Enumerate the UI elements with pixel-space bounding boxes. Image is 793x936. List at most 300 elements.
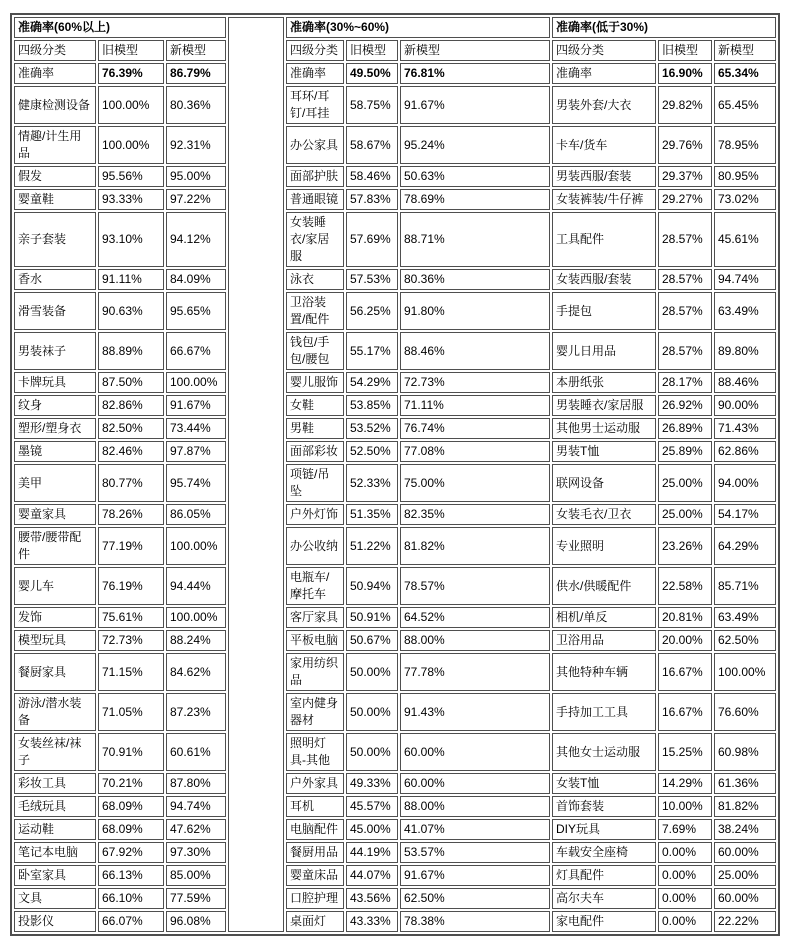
old-model-cell: 52.33% <box>346 464 398 502</box>
old-model-cell: 71.15% <box>98 653 164 691</box>
table-row <box>14 86 776 124</box>
old-model-cell: 28.17% <box>658 372 712 393</box>
old-model-cell: 57.69% <box>346 212 398 267</box>
new-model-cell: 88.24% <box>166 630 226 651</box>
old-model-cell: 0.00% <box>658 888 712 909</box>
new-model-cell: 91.80% <box>400 292 550 330</box>
old-model-cell: 67.92% <box>98 842 164 863</box>
new-model-cell: 85.00% <box>166 865 226 886</box>
old-model-cell: 70.21% <box>98 773 164 794</box>
category-cell: 办公收纳 <box>286 527 344 565</box>
summary-label: 准确率 <box>286 63 344 84</box>
table-row <box>14 796 776 817</box>
old-model-cell: 66.13% <box>98 865 164 886</box>
summary-old-model-value: 16.90% <box>658 63 712 84</box>
new-model-cell: 64.29% <box>714 527 776 565</box>
old-model-cell: 56.25% <box>346 292 398 330</box>
old-model-cell: 43.56% <box>346 888 398 909</box>
old-model-cell: 100.00% <box>98 126 164 164</box>
category-cell: 耳机 <box>286 796 344 817</box>
new-model-cell: 47.62% <box>166 819 226 840</box>
old-model-cell: 76.19% <box>98 567 164 605</box>
old-model-cell: 26.92% <box>658 395 712 416</box>
new-model-cell: 94.12% <box>166 212 226 267</box>
old-model-cell: 45.00% <box>346 819 398 840</box>
table-row <box>14 126 776 164</box>
old-model-cell: 91.11% <box>98 269 164 290</box>
old-model-cell: 0.00% <box>658 842 712 863</box>
new-model-cell: 81.82% <box>400 527 550 565</box>
column-header: 旧模型 <box>658 40 712 61</box>
old-model-cell: 25.89% <box>658 441 712 462</box>
new-model-cell: 100.00% <box>714 653 776 691</box>
old-model-cell: 15.25% <box>658 733 712 771</box>
old-model-cell: 72.73% <box>98 630 164 651</box>
category-cell: 客厅家具 <box>286 607 344 628</box>
table-row <box>14 441 776 462</box>
new-model-cell: 78.69% <box>400 189 550 210</box>
category-cell: 其他男士运动服 <box>552 418 656 439</box>
old-model-cell: 57.83% <box>346 189 398 210</box>
table-row <box>14 189 776 210</box>
summary-label: 准确率 <box>14 63 96 84</box>
old-model-cell: 50.91% <box>346 607 398 628</box>
old-model-cell: 51.35% <box>346 504 398 525</box>
column-header: 四级分类 <box>552 40 656 61</box>
old-model-cell: 88.89% <box>98 332 164 370</box>
category-cell: 婴儿服饰 <box>286 372 344 393</box>
summary-row <box>14 63 776 84</box>
summary-old-model-value: 76.39% <box>98 63 164 84</box>
new-model-cell: 95.00% <box>166 166 226 187</box>
category-cell: 卫浴用品 <box>552 630 656 651</box>
old-model-cell: 52.50% <box>346 441 398 462</box>
table-row <box>14 693 776 731</box>
old-model-cell: 55.17% <box>346 332 398 370</box>
category-cell: 卡车/货车 <box>552 126 656 164</box>
old-model-cell: 77.19% <box>98 527 164 565</box>
old-model-cell: 7.69% <box>658 819 712 840</box>
old-model-cell: 29.82% <box>658 86 712 124</box>
category-cell: 面部彩妆 <box>286 441 344 462</box>
new-model-cell: 78.95% <box>714 126 776 164</box>
category-cell: 男装袜子 <box>14 332 96 370</box>
section-title-2: 准确率(30%~60%) <box>286 17 550 38</box>
old-model-cell: 51.22% <box>346 527 398 565</box>
new-model-cell: 92.31% <box>166 126 226 164</box>
category-cell: 餐厨家具 <box>14 653 96 691</box>
old-model-cell: 0.00% <box>658 911 712 932</box>
category-cell: 户外灯饰 <box>286 504 344 525</box>
new-model-cell: 87.80% <box>166 773 226 794</box>
new-model-cell: 53.57% <box>400 842 550 863</box>
new-model-cell: 62.86% <box>714 441 776 462</box>
new-model-cell: 63.49% <box>714 292 776 330</box>
category-cell: 钱包/手包/腰包 <box>286 332 344 370</box>
old-model-cell: 16.67% <box>658 693 712 731</box>
category-cell: 本册纸张 <box>552 372 656 393</box>
new-model-cell: 82.35% <box>400 504 550 525</box>
category-cell: 投影仪 <box>14 911 96 932</box>
old-model-cell: 70.91% <box>98 733 164 771</box>
new-model-cell: 91.67% <box>166 395 226 416</box>
old-model-cell: 80.77% <box>98 464 164 502</box>
old-model-cell: 71.05% <box>98 693 164 731</box>
new-model-cell: 88.00% <box>400 796 550 817</box>
table-row <box>14 464 776 502</box>
old-model-cell: 58.75% <box>346 86 398 124</box>
category-cell: 耳环/耳钉/耳挂 <box>286 86 344 124</box>
old-model-cell: 87.50% <box>98 372 164 393</box>
old-model-cell: 22.58% <box>658 567 712 605</box>
new-model-cell: 41.07% <box>400 819 550 840</box>
new-model-cell: 65.45% <box>714 86 776 124</box>
old-model-cell: 14.29% <box>658 773 712 794</box>
new-model-cell: 80.36% <box>166 86 226 124</box>
new-model-cell: 60.00% <box>400 773 550 794</box>
old-model-cell: 93.33% <box>98 189 164 210</box>
new-model-cell: 64.52% <box>400 607 550 628</box>
column-header: 新模型 <box>166 40 226 61</box>
old-model-cell: 29.76% <box>658 126 712 164</box>
new-model-cell: 94.74% <box>714 269 776 290</box>
new-model-cell: 86.05% <box>166 504 226 525</box>
old-model-cell: 82.86% <box>98 395 164 416</box>
old-model-cell: 82.50% <box>98 418 164 439</box>
new-model-cell: 81.82% <box>714 796 776 817</box>
new-model-cell: 77.78% <box>400 653 550 691</box>
category-cell: 女装T恤 <box>552 773 656 794</box>
category-cell: 女装毛衣/卫衣 <box>552 504 656 525</box>
new-model-cell: 78.38% <box>400 911 550 932</box>
old-model-cell: 28.57% <box>658 269 712 290</box>
old-model-cell: 50.67% <box>346 630 398 651</box>
old-model-cell: 90.63% <box>98 292 164 330</box>
category-cell: 联网设备 <box>552 464 656 502</box>
old-model-cell: 54.29% <box>346 372 398 393</box>
table-row <box>14 733 776 771</box>
new-model-cell: 71.43% <box>714 418 776 439</box>
table-row <box>14 269 776 290</box>
table-row <box>14 865 776 886</box>
table-row <box>14 372 776 393</box>
new-model-cell: 61.36% <box>714 773 776 794</box>
table-row <box>14 773 776 794</box>
accuracy-comparison-table <box>10 13 780 936</box>
new-model-cell: 60.98% <box>714 733 776 771</box>
new-model-cell: 95.74% <box>166 464 226 502</box>
old-model-cell: 29.37% <box>658 166 712 187</box>
column-header: 旧模型 <box>98 40 164 61</box>
category-cell: 文具 <box>14 888 96 909</box>
table-body <box>14 17 776 932</box>
category-cell: 女装裤装/牛仔裤 <box>552 189 656 210</box>
new-model-cell: 60.00% <box>400 733 550 771</box>
old-model-cell: 100.00% <box>98 86 164 124</box>
category-cell: 首饰套装 <box>552 796 656 817</box>
old-model-cell: 68.09% <box>98 819 164 840</box>
new-model-cell: 76.74% <box>400 418 550 439</box>
category-cell: 灯具配件 <box>552 865 656 886</box>
category-cell: 假发 <box>14 166 96 187</box>
old-model-cell: 53.85% <box>346 395 398 416</box>
new-model-cell: 78.57% <box>400 567 550 605</box>
summary-new-model-value: 76.81% <box>400 63 550 84</box>
column-header: 旧模型 <box>346 40 398 61</box>
category-cell: 婴儿车 <box>14 567 96 605</box>
category-cell: 模型玩具 <box>14 630 96 651</box>
category-cell: 男装外套/大衣 <box>552 86 656 124</box>
old-model-cell: 50.00% <box>346 693 398 731</box>
old-model-cell: 45.57% <box>346 796 398 817</box>
new-model-cell: 90.00% <box>714 395 776 416</box>
category-cell: 发饰 <box>14 607 96 628</box>
category-cell: 户外家具 <box>286 773 344 794</box>
new-model-cell: 91.67% <box>400 86 550 124</box>
category-cell: 面部护肤 <box>286 166 344 187</box>
section-title-3: 准确率(低于30%) <box>552 17 776 38</box>
category-cell: 口腔护理 <box>286 888 344 909</box>
new-model-cell: 54.17% <box>714 504 776 525</box>
category-cell: 纹身 <box>14 395 96 416</box>
category-cell: 其他特种车辆 <box>552 653 656 691</box>
old-model-cell: 95.56% <box>98 166 164 187</box>
category-cell: 美甲 <box>14 464 96 502</box>
category-cell: 泳衣 <box>286 269 344 290</box>
category-cell: 女装西服/套装 <box>552 269 656 290</box>
new-model-cell: 75.00% <box>400 464 550 502</box>
new-model-cell: 88.46% <box>714 372 776 393</box>
new-model-cell: 66.67% <box>166 332 226 370</box>
category-cell: 婴儿日用品 <box>552 332 656 370</box>
table-row <box>14 630 776 651</box>
old-model-cell: 10.00% <box>658 796 712 817</box>
title-row <box>14 17 776 38</box>
new-model-cell: 84.62% <box>166 653 226 691</box>
new-model-cell: 77.59% <box>166 888 226 909</box>
new-model-cell: 84.09% <box>166 269 226 290</box>
category-cell: 女鞋 <box>286 395 344 416</box>
category-cell: 电脑配件 <box>286 819 344 840</box>
new-model-cell: 45.61% <box>714 212 776 267</box>
old-model-cell: 25.00% <box>658 504 712 525</box>
new-model-cell: 80.95% <box>714 166 776 187</box>
column-header: 四级分类 <box>286 40 344 61</box>
category-cell: 塑形/塑身衣 <box>14 418 96 439</box>
old-model-cell: 25.00% <box>658 464 712 502</box>
category-cell: 供水/供暖配件 <box>552 567 656 605</box>
column-header: 新模型 <box>400 40 550 61</box>
category-cell: 彩妆工具 <box>14 773 96 794</box>
old-model-cell: 44.07% <box>346 865 398 886</box>
old-model-cell: 29.27% <box>658 189 712 210</box>
category-cell: 情趣/计生用品 <box>14 126 96 164</box>
old-model-cell: 0.00% <box>658 865 712 886</box>
category-cell: 婴童床品 <box>286 865 344 886</box>
old-model-cell: 28.57% <box>658 332 712 370</box>
category-cell: 相机/单反 <box>552 607 656 628</box>
category-cell: 女装丝袜/袜子 <box>14 733 96 771</box>
new-model-cell: 88.46% <box>400 332 550 370</box>
category-cell: 卡牌玩具 <box>14 372 96 393</box>
category-cell: 婴童鞋 <box>14 189 96 210</box>
category-cell: 其他女士运动服 <box>552 733 656 771</box>
category-cell: 专业照明 <box>552 527 656 565</box>
old-model-cell: 49.33% <box>346 773 398 794</box>
table-row <box>14 653 776 691</box>
category-cell: 游泳/潜水装备 <box>14 693 96 731</box>
table-row <box>14 911 776 932</box>
old-model-cell: 66.10% <box>98 888 164 909</box>
table-row <box>14 395 776 416</box>
category-cell: 婴童家具 <box>14 504 96 525</box>
old-model-cell: 43.33% <box>346 911 398 932</box>
spacer-cell <box>228 17 284 932</box>
category-cell: 男装睡衣/家居服 <box>552 395 656 416</box>
new-model-cell: 100.00% <box>166 527 226 565</box>
new-model-cell: 89.80% <box>714 332 776 370</box>
old-model-cell: 58.46% <box>346 166 398 187</box>
category-cell: 腰带/腰带配件 <box>14 527 96 565</box>
category-cell: 香水 <box>14 269 96 290</box>
new-model-cell: 87.23% <box>166 693 226 731</box>
category-cell: 笔记本电脑 <box>14 842 96 863</box>
new-model-cell: 100.00% <box>166 607 226 628</box>
column-header: 新模型 <box>714 40 776 61</box>
old-model-cell: 23.26% <box>658 527 712 565</box>
header-row <box>14 40 776 61</box>
new-model-cell: 88.00% <box>400 630 550 651</box>
old-model-cell: 26.89% <box>658 418 712 439</box>
summary-label: 准确率 <box>552 63 656 84</box>
column-header: 四级分类 <box>14 40 96 61</box>
table-row <box>14 504 776 525</box>
category-cell: 车载安全座椅 <box>552 842 656 863</box>
new-model-cell: 73.44% <box>166 418 226 439</box>
category-cell: 电瓶车/摩托车 <box>286 567 344 605</box>
old-model-cell: 28.57% <box>658 212 712 267</box>
old-model-cell: 93.10% <box>98 212 164 267</box>
category-cell: 滑雪装备 <box>14 292 96 330</box>
category-cell: 亲子套装 <box>14 212 96 267</box>
section-title-1: 准确率(60%以上) <box>14 17 226 38</box>
new-model-cell: 60.00% <box>714 888 776 909</box>
old-model-cell: 78.26% <box>98 504 164 525</box>
new-model-cell: 22.22% <box>714 911 776 932</box>
new-model-cell: 94.00% <box>714 464 776 502</box>
category-cell: 桌面灯 <box>286 911 344 932</box>
new-model-cell: 100.00% <box>166 372 226 393</box>
table-row <box>14 819 776 840</box>
category-cell: 女装睡衣/家居服 <box>286 212 344 267</box>
summary-new-model-value: 86.79% <box>166 63 226 84</box>
category-cell: 运动鞋 <box>14 819 96 840</box>
category-cell: 平板电脑 <box>286 630 344 651</box>
new-model-cell: 91.43% <box>400 693 550 731</box>
new-model-cell: 88.71% <box>400 212 550 267</box>
new-model-cell: 97.30% <box>166 842 226 863</box>
category-cell: 餐厨用品 <box>286 842 344 863</box>
new-model-cell: 62.50% <box>714 630 776 651</box>
category-cell: 家电配件 <box>552 911 656 932</box>
category-cell: 高尔夫车 <box>552 888 656 909</box>
category-cell: 卫浴装置/配件 <box>286 292 344 330</box>
old-model-cell: 50.94% <box>346 567 398 605</box>
table-row <box>14 567 776 605</box>
table-row <box>14 418 776 439</box>
old-model-cell: 53.52% <box>346 418 398 439</box>
new-model-cell: 85.71% <box>714 567 776 605</box>
old-model-cell: 57.53% <box>346 269 398 290</box>
category-cell: 室内健身器材 <box>286 693 344 731</box>
old-model-cell: 20.81% <box>658 607 712 628</box>
old-model-cell: 44.19% <box>346 842 398 863</box>
table-row <box>14 842 776 863</box>
category-cell: 男鞋 <box>286 418 344 439</box>
table-row <box>14 166 776 187</box>
new-model-cell: 71.11% <box>400 395 550 416</box>
new-model-cell: 60.00% <box>714 842 776 863</box>
old-model-cell: 50.00% <box>346 733 398 771</box>
new-model-cell: 97.22% <box>166 189 226 210</box>
new-model-cell: 95.65% <box>166 292 226 330</box>
category-cell: 照明灯具-其他 <box>286 733 344 771</box>
old-model-cell: 75.61% <box>98 607 164 628</box>
category-cell: 项链/吊坠 <box>286 464 344 502</box>
category-cell: 普通眼镜 <box>286 189 344 210</box>
new-model-cell: 96.08% <box>166 911 226 932</box>
summary-old-model-value: 49.50% <box>346 63 398 84</box>
new-model-cell: 60.61% <box>166 733 226 771</box>
new-model-cell: 50.63% <box>400 166 550 187</box>
category-cell: 手持加工工具 <box>552 693 656 731</box>
old-model-cell: 58.67% <box>346 126 398 164</box>
new-model-cell: 80.36% <box>400 269 550 290</box>
new-model-cell: 62.50% <box>400 888 550 909</box>
new-model-cell: 77.08% <box>400 441 550 462</box>
summary-new-model-value: 65.34% <box>714 63 776 84</box>
category-cell: DIY玩具 <box>552 819 656 840</box>
new-model-cell: 38.24% <box>714 819 776 840</box>
category-cell: 男装西服/套装 <box>552 166 656 187</box>
new-model-cell: 72.73% <box>400 372 550 393</box>
old-model-cell: 28.57% <box>658 292 712 330</box>
old-model-cell: 20.00% <box>658 630 712 651</box>
old-model-cell: 50.00% <box>346 653 398 691</box>
category-cell: 男装T恤 <box>552 441 656 462</box>
new-model-cell: 94.74% <box>166 796 226 817</box>
category-cell: 办公家具 <box>286 126 344 164</box>
new-model-cell: 95.24% <box>400 126 550 164</box>
old-model-cell: 68.09% <box>98 796 164 817</box>
category-cell: 手提包 <box>552 292 656 330</box>
table-row <box>14 292 776 330</box>
table-row <box>14 212 776 267</box>
old-model-cell: 82.46% <box>98 441 164 462</box>
new-model-cell: 76.60% <box>714 693 776 731</box>
new-model-cell: 97.87% <box>166 441 226 462</box>
table-row <box>14 332 776 370</box>
category-cell: 家用纺织品 <box>286 653 344 691</box>
category-cell: 毛绒玩具 <box>14 796 96 817</box>
table-row <box>14 527 776 565</box>
new-model-cell: 91.67% <box>400 865 550 886</box>
new-model-cell: 73.02% <box>714 189 776 210</box>
category-cell: 健康检测设备 <box>14 86 96 124</box>
old-model-cell: 66.07% <box>98 911 164 932</box>
table-row <box>14 888 776 909</box>
new-model-cell: 25.00% <box>714 865 776 886</box>
